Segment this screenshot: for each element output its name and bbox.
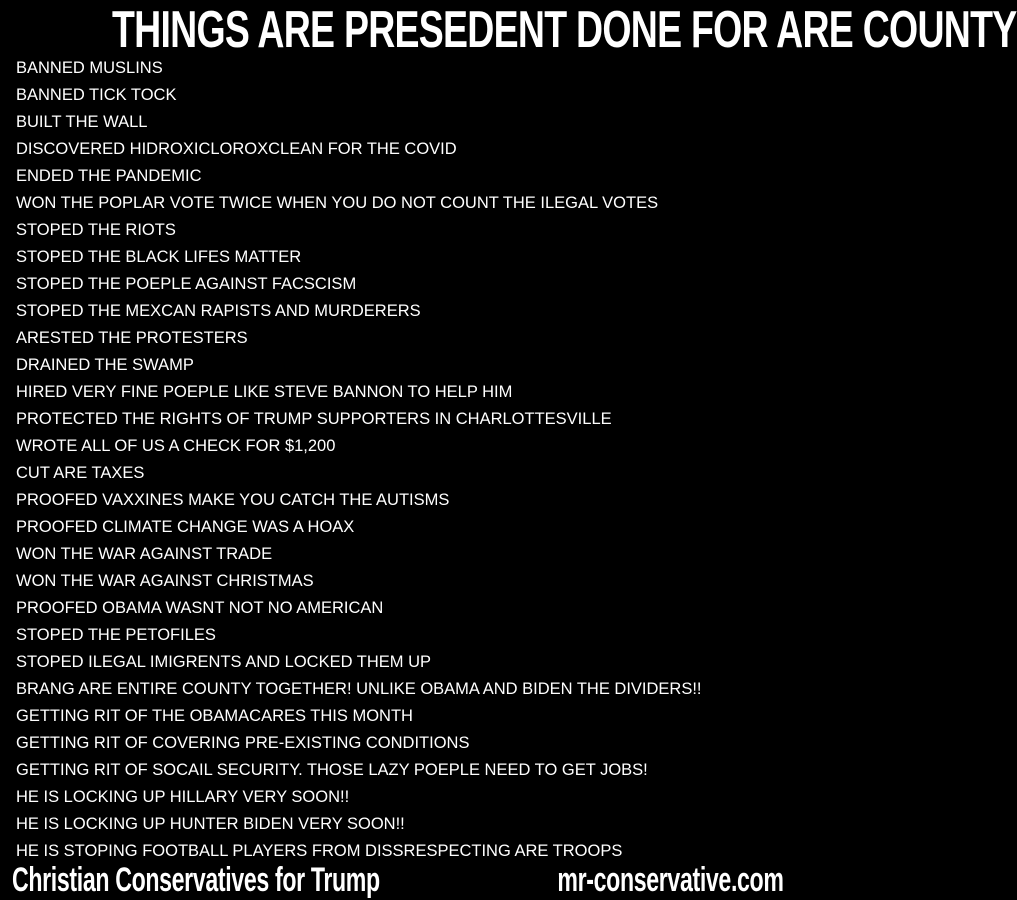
list-item: STOPED ILEGAL IMIGRENTS AND LOCKED THEM UP (16, 653, 432, 671)
list-item: BANNED MUSLINS (16, 59, 163, 77)
list-item: HE IS LOCKING UP HUNTER BIDEN VERY SOON!! (16, 815, 405, 833)
list-item: GETTING RIT OF SOCAIL SECURITY. THOSE LAZY POEPLE NEED TO GET JOBS! (16, 761, 648, 779)
list-item: BRANG ARE ENTIRE COUNTY TOGETHER! UNLIKE OBAMA AND BIDEN THE DIVIDERS!! (16, 680, 702, 698)
footer-organization: Christian Conservatives for Trump (12, 861, 380, 899)
accomplishments-list (16, 58, 796, 868)
list-item: PROOFED OBAMA WASNT NOT NO AMERICAN (16, 599, 384, 617)
list-item: PROOFED VAXXINES MAKE YOU CATCH THE AUTISMS (16, 491, 450, 509)
list-item: ARESTED THE PROTESTERS (16, 329, 248, 347)
list-item: HE IS STOPING FOOTBALL PLAYERS FROM DISSRESPECTING ARE TROOPS (16, 842, 623, 860)
list-item: DISCOVERED HIDROXICLOROXCLEAN FOR THE COVID (16, 140, 457, 158)
list-item: WROTE ALL OF US A CHECK FOR $1,200 (16, 437, 336, 455)
list-item: DRAINED THE SWAMP (16, 356, 194, 374)
list-item: GETTING RIT OF THE OBAMACARES THIS MONTH (16, 707, 413, 725)
list-item: STOPED THE RIOTS (16, 221, 176, 239)
list-item: ENDED THE PANDEMIC (16, 167, 202, 185)
footer-website: mr-conservative.com (557, 861, 784, 899)
page-title: THINGS ARE PRESEDENT DONE FOR ARE COUNTY (112, 1, 1017, 59)
list-item: PROOFED CLIMATE CHANGE WAS A HOAX (16, 518, 355, 536)
list-item: WON THE WAR AGAINST TRADE (16, 545, 273, 563)
list-item: BANNED TICK TOCK (16, 86, 177, 104)
list-item: BUILT THE WALL (16, 113, 148, 131)
list-item: STOPED THE MEXCAN RAPISTS AND MURDERERS (16, 302, 421, 320)
list-item: HIRED VERY FINE POEPLE LIKE STEVE BANNON TO HELP HIM (16, 383, 513, 401)
list-item: PROTECTED THE RIGHTS OF TRUMP SUPPORTERS IN CHARLOTTESVILLE (16, 410, 612, 428)
list-item: HE IS LOCKING UP HILLARY VERY SOON!! (16, 788, 350, 806)
list-item: STOPED THE PETOFILES (16, 626, 216, 644)
list-item: STOPED THE BLACK LIFES MATTER (16, 248, 302, 266)
list-item: STOPED THE POEPLE AGAINST FACSCISM (16, 275, 357, 293)
list-item: GETTING RIT OF COVERING PRE-EXISTING CONDITIONS (16, 734, 470, 752)
list-item: CUT ARE TAXES (16, 464, 145, 482)
list-item: WON THE POPLAR VOTE TWICE WHEN YOU DO NOT COUNT THE ILEGAL VOTES (16, 194, 659, 212)
list-item: WON THE WAR AGAINST CHRISTMAS (16, 572, 314, 590)
